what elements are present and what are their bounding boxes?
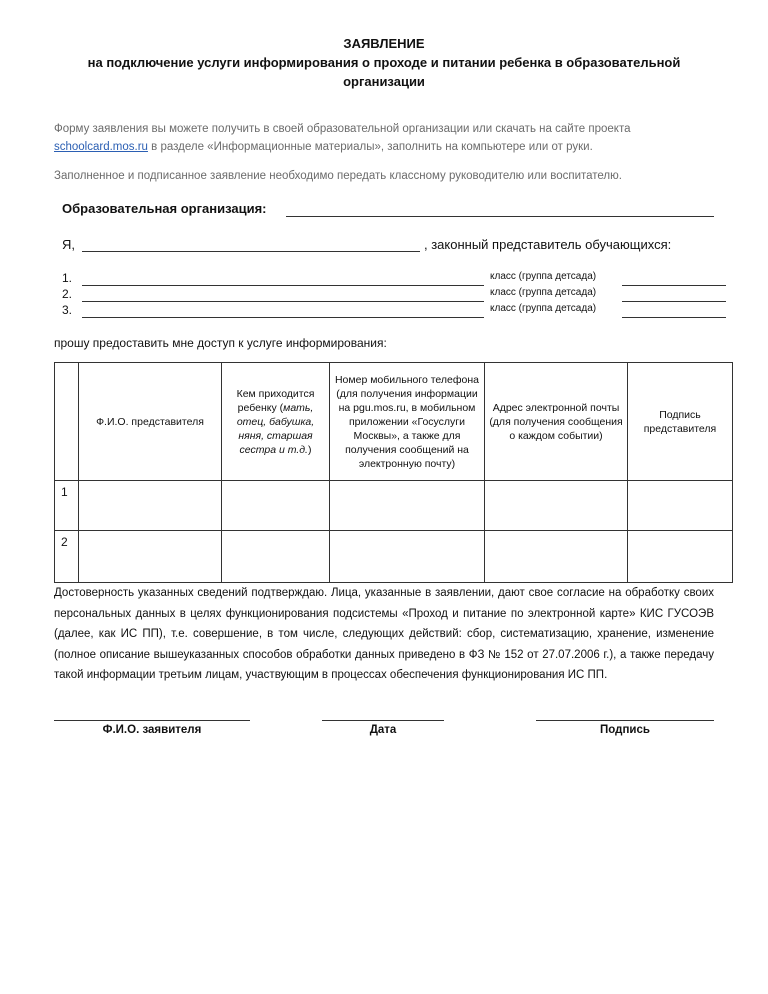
student-name-field-1[interactable] — [82, 285, 484, 286]
student-class-field-2[interactable] — [622, 301, 726, 302]
signature-field[interactable] — [536, 720, 714, 721]
table-row — [55, 531, 733, 583]
student-num-1: 1. — [62, 271, 73, 285]
student-num-3: 3. — [62, 303, 73, 317]
cell-fio[interactable] — [79, 481, 222, 531]
header-relation: Кем приходится ребенку (мать, отец, бабушка, няня, старшая сестра и т.д.) — [222, 363, 330, 481]
representatives-table — [54, 362, 733, 583]
applicant-fio-label: Ф.И.О. заявителя — [102, 724, 202, 736]
signature-label: Подпись — [600, 724, 650, 736]
ya-label: Я, — [62, 237, 75, 252]
document-subtitle: на подключение услуги информирования о проходе и питании ребенка в образовательной — [87, 55, 681, 70]
org-field[interactable] — [286, 216, 714, 217]
date-field[interactable] — [322, 720, 444, 721]
student-class-label-1: класс (группа детсада) — [490, 271, 597, 282]
cell-relation[interactable] — [222, 481, 330, 531]
student-class-label-3: класс (группа детсада) — [490, 303, 597, 314]
header-fio: Ф.И.О. представителя — [79, 363, 222, 481]
org-label: Образовательная организация: — [62, 201, 267, 216]
cell-signature[interactable] — [628, 531, 733, 583]
cell-email[interactable] — [485, 531, 628, 583]
header-email: Адрес электронной почты (для получения сообщения о каждом событии) — [485, 363, 628, 481]
header-number — [55, 363, 79, 481]
table-row — [55, 481, 733, 531]
request-text: прошу предоставить мне доступ к услуге информирования: — [54, 336, 387, 350]
header-signature: Подпись представителя — [628, 363, 733, 481]
table-header-row — [55, 363, 733, 481]
cell-fio[interactable] — [79, 531, 222, 583]
cell-relation[interactable] — [222, 531, 330, 583]
cell-email[interactable] — [485, 481, 628, 531]
cell-phone[interactable] — [330, 531, 485, 583]
header-phone: Номер мобильного телефона (для получения информации на pgu.mos.ru, в мобильном приложении «Госуслуги Москвы», а также для получения сообщений на электронную почту) — [330, 363, 485, 481]
representative-name-field[interactable] — [82, 251, 420, 252]
date-label: Дата — [369, 724, 397, 736]
student-class-label-2: класс (группа детсада) — [490, 287, 597, 298]
intro-text — [54, 120, 734, 156]
cell-signature[interactable] — [628, 481, 733, 531]
student-name-field-2[interactable] — [82, 301, 484, 302]
schoolcard-link[interactable]: schoolcard.mos.ru — [54, 141, 148, 153]
document-title: ЗАЯВЛЕНИЕ — [343, 36, 425, 51]
applicant-fio-field[interactable] — [54, 720, 250, 721]
document-subtitle-cont: организации — [343, 74, 425, 89]
student-name-field-3[interactable] — [82, 317, 484, 318]
intro-line2: в разделе «Информационные материалы», заполнить на компьютере или от руки. — [147, 141, 593, 153]
row-number: 1 — [55, 481, 79, 531]
student-class-field-3[interactable] — [622, 317, 726, 318]
intro-instruction: Заполненное и подписанное заявление необходимо передать классному руководителю или воспитателю. — [54, 170, 622, 182]
header-relation-italic: мать, отец, бабушка, няня, старшая сестра и т.д. — [236, 401, 315, 456]
cell-phone[interactable] — [330, 481, 485, 531]
row-number: 2 — [55, 531, 79, 583]
representative-label: , законный представитель обучающихся: — [424, 237, 672, 252]
consent-text: Достоверность указанных сведений подтверждаю. Лица, указанные в заявлении, дают свое согласие на обработку своих персональных данных в целях функционирования подсистемы «Проход и питание по электронной карте» КИС ГУСОЭВ (далее, как ИС ПП), т.е. совершение, в том числе, следующих действий: сбор, систематизацию, хранение, изменение (полное описание вышеуказанных способов обработки данных приведено в ФЗ № 152 от 27.07.2006 г.), а также передачу такой информации третьим лицам, участвующим в процессах обеспечения функционирования ИС ПП. — [54, 587, 714, 681]
student-class-field-1[interactable] — [622, 285, 726, 286]
student-num-2: 2. — [62, 287, 73, 301]
intro-line1: Форму заявления вы можете получить в своей образовательной организации или скачать на сайте проекта — [54, 123, 631, 135]
